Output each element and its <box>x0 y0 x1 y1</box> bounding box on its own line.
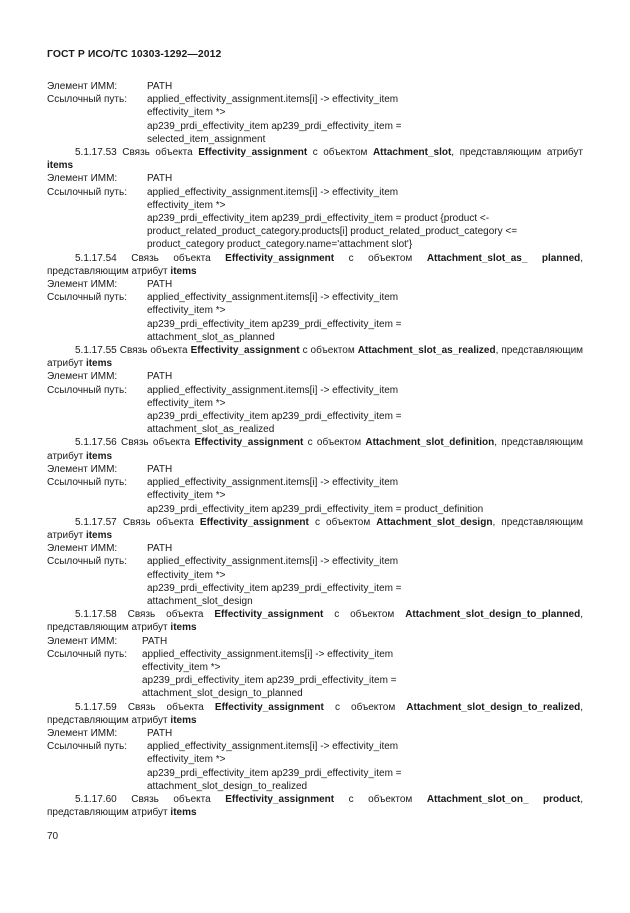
document-body <box>47 80 583 819</box>
path-label: Ссылочный путь: <box>47 556 127 568</box>
path-line: ap239_prdi_effectivity_item ap239_prdi_effectivity_item = <box>147 411 402 423</box>
path-line: attachment_slot_design <box>147 595 253 607</box>
path-line: attachment_slot_as_planned <box>147 331 275 343</box>
path-line: ap239_prdi_effectivity_item ap239_prdi_effectivity_item = product_definition <box>147 503 484 515</box>
section-number: 5.1.17.54 <box>75 252 117 264</box>
relation-text: с объектом <box>314 516 371 528</box>
target-entity: Attachment_slot <box>372 147 452 159</box>
path-label: Ссылочный путь: <box>47 94 127 106</box>
path-label: Ссылочный путь: <box>47 384 127 396</box>
reference-path <box>142 648 583 701</box>
reference-path <box>147 384 583 437</box>
relation-text: , представляющим атрибут <box>47 701 584 726</box>
relation-text: , представляющим атрибут <box>47 252 584 277</box>
section-number: 5.1.17.60 <box>75 793 117 805</box>
entity-name: Effectivity_assignment <box>214 609 324 621</box>
reference-path <box>147 476 583 516</box>
path-line: applied_effectivity_assignment.items[i] -> effectivity_item <box>142 648 394 660</box>
attribute-name: items <box>170 265 197 277</box>
path-line: effectivity_item *> <box>147 305 226 317</box>
relation-text: , представляющим атрибут <box>47 345 584 370</box>
attribute-name: items <box>170 714 197 726</box>
path-line: ap239_prdi_effectivity_item ap239_prdi_effectivity_item = <box>142 675 397 687</box>
relation-text: , представляющим атрибут <box>47 516 584 541</box>
relation-text: Связь объекта <box>131 252 211 264</box>
entity-name: Effectivity_assignment <box>214 701 324 713</box>
attribute-name: items <box>170 622 197 634</box>
mapping-block <box>47 278 583 344</box>
element-value: PATH <box>147 279 173 291</box>
section-number: 5.1.17.58 <box>75 609 117 621</box>
document-header: ГОСТ Р ИСО/ТС 10303-1292—2012 <box>47 49 222 60</box>
section-heading <box>47 701 583 727</box>
mapping-block <box>47 542 583 608</box>
attribute-name: items <box>85 529 113 541</box>
path-line: effectivity_item *> <box>147 490 226 502</box>
path-label: Ссылочный путь: <box>47 648 127 660</box>
element-value: PATH <box>147 173 173 185</box>
path-line: effectivity_item *> <box>142 661 221 673</box>
entity-name: Effectivity_assignment <box>199 516 309 528</box>
attribute-name: items <box>85 358 113 370</box>
target-entity: Attachment_slot_design <box>376 516 493 528</box>
path-line: effectivity_item *> <box>147 754 226 766</box>
path-line: effectivity_item *> <box>147 107 226 119</box>
mapping-block <box>47 463 583 516</box>
path-line: applied_effectivity_assignment.items[i] -> effectivity_item <box>147 384 399 396</box>
element-label: Элемент ИММ: <box>47 635 118 647</box>
relation-text: Связь объекта <box>131 793 211 805</box>
relation-text: , представляющим атрибут <box>47 437 583 462</box>
relation-text: Связь объекта <box>127 609 204 621</box>
path-line: ap239_prdi_effectivity_item ap239_prdi_effectivity_item = product {product <- <box>147 213 490 225</box>
relation-text: , представляющим атрибут <box>451 147 583 159</box>
target-entity: Attachment_slot_as_ planned <box>426 252 581 264</box>
section-heading <box>47 436 583 462</box>
entity-name: Effectivity_assignment <box>194 437 304 449</box>
reference-path <box>147 186 583 252</box>
relation-text: Связь объекта <box>122 147 193 159</box>
reference-path <box>147 740 583 793</box>
element-value: PATH <box>147 371 173 383</box>
attribute-name: items <box>170 807 197 819</box>
element-value: PATH <box>147 463 173 475</box>
entity-name: Effectivity_assignment <box>225 252 335 264</box>
path-line: selected_item_assignment <box>147 133 266 145</box>
section-heading <box>47 793 583 819</box>
path-line: effectivity_item *> <box>147 397 226 409</box>
mapping-block <box>47 727 583 793</box>
relation-text: Связь объекта <box>127 701 204 713</box>
path-line: ap239_prdi_effectivity_item ap239_prdi_effectivity_item = <box>147 582 402 594</box>
element-label: Элемент ИММ: <box>47 727 118 739</box>
element-label: Элемент ИММ: <box>47 463 118 475</box>
section-number: 5.1.17.59 <box>75 701 117 713</box>
attribute-name: items <box>47 160 74 172</box>
path-line: product_category product_category.name='attachment slot'} <box>147 239 413 251</box>
entity-name: Effectivity_assignment <box>225 793 335 805</box>
path-line: applied_effectivity_assignment.items[i] -> effectivity_item <box>147 94 399 106</box>
relation-text: Связь объекта <box>120 437 191 449</box>
reference-path <box>147 291 583 344</box>
path-label: Ссылочный путь: <box>47 186 127 198</box>
path-line: applied_effectivity_assignment.items[i] -> effectivity_item <box>147 186 399 198</box>
target-entity: Attachment_slot_definition <box>365 437 495 449</box>
relation-text: , представляющим атрибут <box>47 609 583 634</box>
mapping-block <box>47 172 583 251</box>
section-number: 5.1.17.55 <box>75 345 117 357</box>
page-number: 70 <box>47 831 59 842</box>
reference-path <box>147 555 583 608</box>
relation-text: с объектом <box>307 437 362 449</box>
mapping-block <box>47 370 583 436</box>
element-value: PATH <box>147 727 173 739</box>
section-heading <box>47 252 583 278</box>
section-heading <box>47 146 583 172</box>
mapping-block <box>47 635 583 701</box>
attribute-name: items <box>85 450 113 462</box>
path-line: ap239_prdi_effectivity_item ap239_prdi_effectivity_item = <box>147 120 402 132</box>
mapping-block <box>47 80 583 146</box>
element-value: PATH <box>147 543 173 555</box>
path-line: attachment_slot_design_to_realized <box>147 780 308 792</box>
path-line: applied_effectivity_assignment.items[i] -> effectivity_item <box>147 556 399 568</box>
path-line: attachment_slot_design_to_planned <box>142 688 303 700</box>
section-number: 5.1.17.57 <box>75 516 117 528</box>
relation-text: , представляющим атрибут <box>47 793 584 819</box>
path-line: applied_effectivity_assignment.items[i] -> effectivity_item <box>147 477 399 489</box>
path-line: ap239_prdi_effectivity_item ap239_prdi_effectivity_item = <box>147 318 402 330</box>
element-label: Элемент ИММ: <box>47 173 118 185</box>
relation-text: с объектом <box>334 701 396 713</box>
section-heading <box>47 516 583 542</box>
element-label: Элемент ИММ: <box>47 371 118 383</box>
element-value: PATH <box>147 81 173 92</box>
element-value: PATH <box>142 635 168 647</box>
path-label: Ссылочный путь: <box>47 477 127 489</box>
path-line: ap239_prdi_effectivity_item ap239_prdi_effectivity_item = <box>147 767 402 779</box>
relation-text: Связь объекта <box>119 345 188 357</box>
target-entity: Attachment_slot_design_to_realized <box>406 701 581 713</box>
section-heading <box>47 344 583 370</box>
relation-text: с объектом <box>348 252 413 264</box>
section-heading <box>47 608 583 634</box>
relation-text: с объектом <box>312 147 368 159</box>
section-number: 5.1.17.53 <box>75 147 117 159</box>
path-label: Ссылочный путь: <box>47 741 127 753</box>
path-line: applied_effectivity_assignment.items[i] -> effectivity_item <box>147 741 399 753</box>
relation-text: с объектом <box>302 345 355 357</box>
entity-name: Effectivity_assignment <box>198 147 308 159</box>
relation-text: с объектом <box>348 793 413 805</box>
element-label: Элемент ИММ: <box>47 81 118 92</box>
relation-text: Связь объекта <box>122 516 194 528</box>
relation-text: с объектом <box>334 609 395 621</box>
path-line: attachment_slot_as_realized <box>147 424 275 436</box>
path-line: effectivity_item *> <box>147 199 226 211</box>
element-label: Элемент ИММ: <box>47 279 118 291</box>
element-label: Элемент ИММ: <box>47 543 118 555</box>
section-number: 5.1.17.56 <box>75 437 117 449</box>
path-line: product_related_product_category.products[i] product_related_product_category <= <box>147 226 518 238</box>
target-entity: Attachment_slot_as_realized <box>357 345 496 357</box>
path-label: Ссылочный путь: <box>47 292 127 304</box>
target-entity: Attachment_slot_design_to_planned <box>405 609 581 621</box>
path-line: applied_effectivity_assignment.items[i] -> effectivity_item <box>147 292 399 304</box>
entity-name: Effectivity_assignment <box>190 345 300 357</box>
reference-path <box>147 93 583 146</box>
path-line: effectivity_item *> <box>147 569 226 581</box>
target-entity: Attachment_slot_on_ product <box>426 793 581 805</box>
